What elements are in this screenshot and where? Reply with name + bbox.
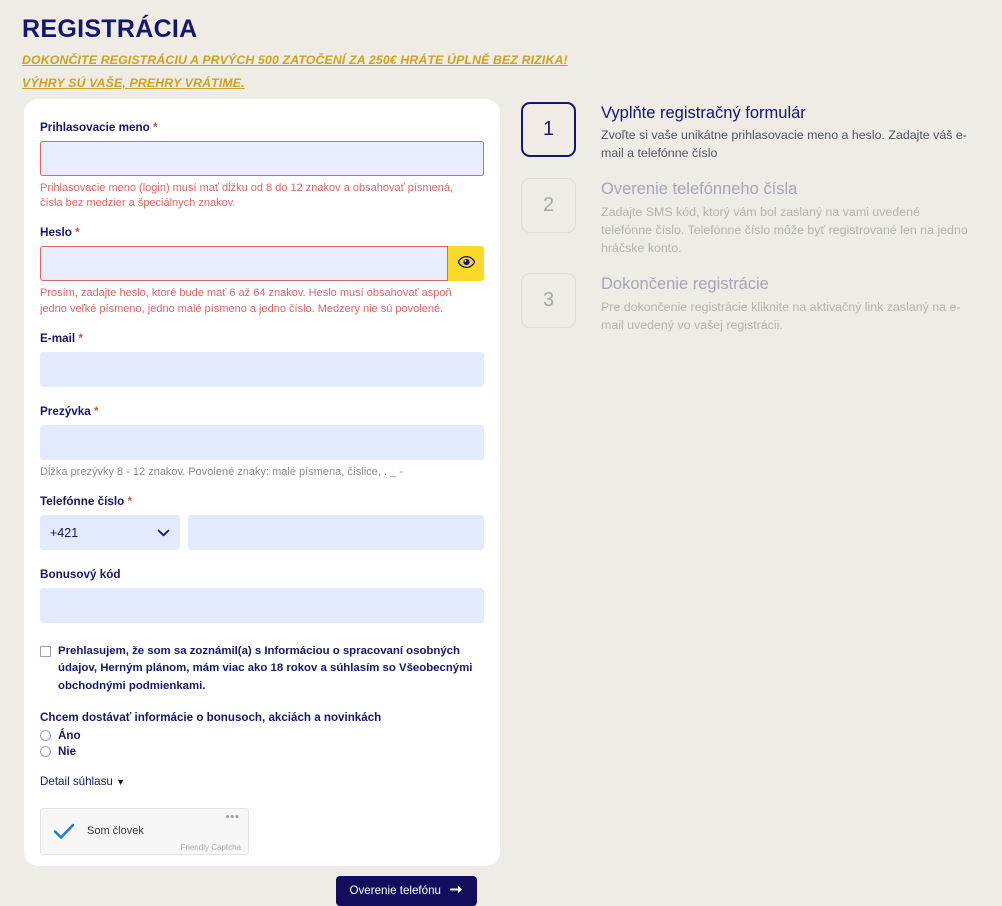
label-username-text: Prihlasovacie meno bbox=[40, 120, 150, 134]
caret-down-icon: ▼ bbox=[116, 776, 125, 787]
nickname-input[interactable] bbox=[40, 425, 484, 460]
step-1-number-badge: 1 bbox=[521, 102, 576, 157]
radio-option-yes[interactable] bbox=[40, 729, 484, 742]
consent-detail-toggle-link[interactable] bbox=[40, 775, 125, 788]
label-bonus-code: Bonusový kód bbox=[40, 568, 121, 582]
field-bonus-code bbox=[40, 568, 484, 623]
label-password-text: Heslo bbox=[40, 226, 72, 240]
step-3-number-badge: 3 bbox=[521, 273, 576, 328]
required-asterisk: * bbox=[127, 495, 133, 509]
step-1-description: Zvoľte si vaše unikátne prihlasovacie meno a heslo. Zadajte váš e-mail a telefónne číslo bbox=[601, 128, 967, 161]
step-2-body bbox=[601, 178, 973, 258]
step-3-body bbox=[601, 273, 973, 335]
step-2-number-badge: 2 bbox=[521, 178, 576, 233]
friendly-captcha-widget[interactable] bbox=[40, 808, 249, 855]
nickname-help-text: Dĺžka prezývky 8 - 12 znakov. Povolené znaky: malé písmena, číslice, . _ - bbox=[40, 466, 403, 479]
registration-form-card bbox=[24, 99, 500, 898]
step-3-title: Dokončenie registrácie bbox=[601, 275, 769, 294]
field-phone bbox=[40, 495, 484, 550]
label-email bbox=[40, 332, 484, 346]
submit-button-label: Overenie telefónu bbox=[349, 884, 441, 898]
required-asterisk: * bbox=[78, 332, 83, 346]
step-2-description: Zadajte SMS kód, ktorý vám bol zaslaný na vami uvedené telefónne číslo. Telefónne číslo môže byť registrované len na jedno hráčske konto. bbox=[601, 205, 968, 256]
radio-yes-control[interactable] bbox=[40, 730, 51, 741]
step-item-2 bbox=[521, 178, 991, 258]
password-visibility-toggle-button[interactable] bbox=[448, 246, 484, 281]
page-title: REGISTRÁCIA bbox=[22, 15, 198, 43]
arrow-right-icon bbox=[450, 884, 464, 898]
required-asterisk: * bbox=[93, 405, 99, 419]
terms-consent-row[interactable] bbox=[40, 643, 484, 694]
password-input-group bbox=[40, 246, 484, 281]
field-username bbox=[40, 121, 484, 213]
radio-option-no[interactable] bbox=[40, 745, 484, 758]
label-email-text: E-mail bbox=[40, 332, 76, 346]
checkmark-icon bbox=[53, 823, 75, 840]
label-phone-text: Telefónne číslo bbox=[40, 495, 125, 509]
required-asterisk: * bbox=[75, 226, 80, 240]
radio-no-control[interactable] bbox=[40, 746, 51, 757]
field-nickname bbox=[40, 405, 484, 481]
chevron-down-icon bbox=[157, 529, 170, 537]
step-1-title: Vyplňte registračný formulár bbox=[601, 103, 806, 122]
field-password bbox=[40, 226, 484, 318]
step-1-body bbox=[601, 102, 973, 164]
label-nickname bbox=[40, 405, 484, 419]
promo-banner-line-1[interactable]: DOKONČITE REGISTRÁCIU A PRVÝCH 500 ZATOČENÍ ZA 250€ HRÁTE ÚPLNĚ BEZ RIZIKA! bbox=[22, 52, 568, 67]
label-password bbox=[40, 226, 484, 240]
phone-prefix-select[interactable] bbox=[40, 515, 180, 550]
bonus-code-input[interactable] bbox=[40, 588, 484, 623]
page-header bbox=[0, 0, 1002, 90]
phone-verification-submit-button[interactable] bbox=[336, 876, 477, 906]
email-input[interactable] bbox=[40, 352, 484, 387]
step-2-title: Overenie telefónneho čísla bbox=[601, 180, 798, 199]
step-item-3 bbox=[521, 273, 991, 335]
radio-yes-label: Áno bbox=[58, 728, 81, 742]
phone-number-input[interactable] bbox=[188, 515, 484, 550]
phone-prefix-value: +421 bbox=[50, 525, 79, 540]
password-help-text: Prosím, zadajte heslo, ktoré bude mať 6 až 64 znakov. Heslo musí obsahovať aspoň jedno veľké písmeno, jedno malé písmeno a jedno číslo. Medzery nie sú povolené. bbox=[40, 287, 452, 316]
label-phone bbox=[40, 495, 484, 509]
terms-consent-text: Prehlasujem, že som sa zoznámil(a) s Informáciou o spracovaní osobných údajov, Herným plánom, mám viac ako 18 rokov a súhlasím so Všeobecnými obchodnými podmienkami. bbox=[58, 645, 473, 692]
registration-steps-panel bbox=[521, 102, 991, 350]
captcha-status-label: Som človek bbox=[87, 825, 144, 838]
label-username bbox=[40, 121, 484, 135]
promo-banner-line-2[interactable]: VÝHRY SÚ VAŠE, PREHRY VRÁTIME. bbox=[22, 75, 245, 90]
required-asterisk: * bbox=[153, 120, 158, 134]
password-input[interactable] bbox=[40, 246, 448, 281]
step-item-1 bbox=[521, 102, 991, 164]
captcha-menu-icon[interactable]: ••• bbox=[225, 810, 240, 823]
submit-row bbox=[40, 876, 484, 906]
field-email bbox=[40, 332, 484, 387]
terms-checkbox[interactable] bbox=[40, 646, 51, 657]
label-nickname-text: Prezývka bbox=[40, 405, 91, 419]
eye-icon bbox=[458, 256, 475, 271]
step-3-description: Pre dokončenie registrácie kliknite na aktivačný link zaslaný na e-mail uvedený vo vašej registrácii. bbox=[601, 299, 961, 332]
radio-no-label: Nie bbox=[58, 744, 77, 758]
captcha-brand-label: Friendly Captcha bbox=[180, 842, 241, 852]
username-help-text: Prihlasovacie meno (login) musí mať dĺžku od 8 do 12 znakov a obsahovať písmená, čísla bez medzier a špeciálnych znakov. bbox=[40, 181, 454, 210]
phone-input-group bbox=[40, 515, 484, 550]
consent-detail-label: Detail súhlasu bbox=[40, 774, 113, 788]
marketing-consent-heading: Chcem dostávať informácie o bonusoch, akciách a novinkách bbox=[40, 710, 382, 724]
username-input[interactable] bbox=[40, 141, 484, 176]
